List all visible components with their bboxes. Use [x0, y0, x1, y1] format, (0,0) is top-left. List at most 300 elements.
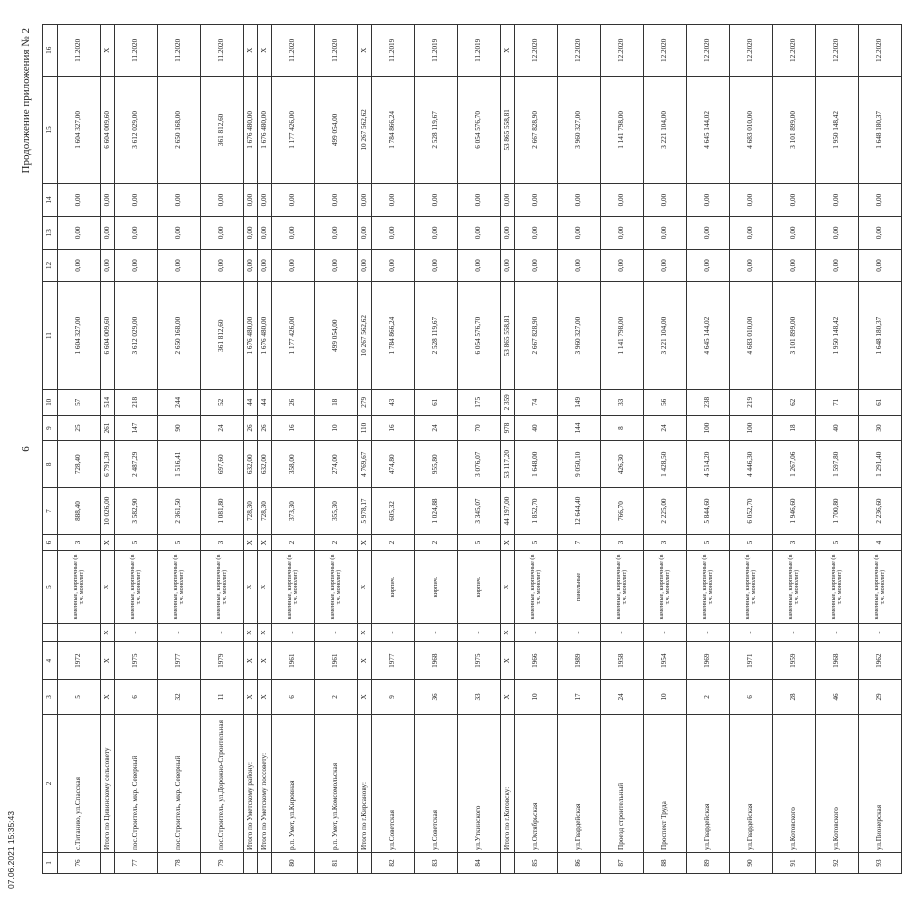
- table-cell: 2 236,60: [859, 488, 902, 535]
- table-cell: 74: [515, 389, 558, 415]
- table-cell: 18: [773, 415, 816, 441]
- table-cell: 2: [415, 534, 458, 550]
- table-cell: 355,30: [315, 488, 358, 535]
- table-row: [558, 25, 601, 874]
- table-cell: 12.2020: [773, 25, 816, 77]
- table-cell: X: [244, 534, 258, 550]
- table-cell: 4 645 144,02: [687, 282, 730, 390]
- table-cell: каменные, кирпичные (в т.ч. монолит): [601, 551, 644, 624]
- table-cell: 0,00: [458, 184, 501, 217]
- table-cell: [101, 852, 115, 873]
- table-cell: X: [244, 642, 258, 679]
- table-cell: 1971: [730, 642, 773, 679]
- header-cell: [43, 623, 58, 642]
- table-cell: 16: [372, 415, 415, 441]
- table-cell: 78: [158, 852, 201, 873]
- table-cell: 6 054 576,70: [458, 282, 501, 390]
- table-row: [315, 25, 358, 874]
- table-cell: 888,40: [58, 488, 101, 535]
- table-cell: 0,00: [201, 184, 244, 217]
- table-cell: 605,32: [372, 488, 415, 535]
- table-cell: 6 604 009,60: [101, 76, 115, 184]
- table-cell: -: [730, 623, 773, 642]
- table-cell: 12.2020: [644, 25, 687, 77]
- table-row: [201, 25, 244, 874]
- table-cell: 728,30: [258, 488, 272, 535]
- table-cell: ул.Гвардейская: [730, 714, 773, 852]
- footer-timestamp-text: 07.06.2021 15:35:43: [6, 811, 16, 889]
- table-cell: 10: [515, 679, 558, 714]
- table-cell: каменные, кирпичные (в т.ч. монолит): [687, 551, 730, 624]
- table-cell: 978: [501, 415, 515, 441]
- table-cell: 24: [415, 415, 458, 441]
- table-cell: 24: [644, 415, 687, 441]
- table-cell: 1 081,80: [201, 488, 244, 535]
- table-cell: 1966: [515, 642, 558, 679]
- table-cell: -: [644, 623, 687, 642]
- table-cell: каменные, кирпичные (в т.ч. монолит): [730, 551, 773, 624]
- table-cell: 3 221 104,00: [644, 282, 687, 390]
- table-cell: каменные, кирпичные (в т.ч. монолит): [515, 551, 558, 624]
- table-cell: 100: [730, 415, 773, 441]
- table-cell: 1 648 180,37: [859, 282, 902, 390]
- table-cell: -: [601, 623, 644, 642]
- table-cell: р.п. Умет, ул.Комсомольская: [315, 714, 358, 852]
- table-cell: 0,00: [730, 249, 773, 282]
- table-cell: 0,00: [859, 216, 902, 249]
- table-cell: 70: [458, 415, 501, 441]
- table-cell: 0,00: [515, 249, 558, 282]
- table-cell: 0,00: [515, 216, 558, 249]
- table-cell: 0,00: [644, 249, 687, 282]
- table-cell: 4 683 010,00: [730, 282, 773, 390]
- table-cell: 1 428,50: [644, 441, 687, 488]
- table-cell: X: [358, 534, 372, 550]
- table-cell: 0,00: [244, 249, 258, 282]
- table-cell: 1972: [58, 642, 101, 679]
- table-cell: 0,00: [372, 184, 415, 217]
- table-cell: Итого по г.Кирсанову:: [358, 714, 372, 852]
- table-cell: 0,00: [816, 184, 859, 217]
- table-cell: ул.Пионерская: [859, 714, 902, 852]
- table-cell: каменные, кирпичные (в т.ч. монолит): [272, 551, 315, 624]
- table-cell: 0,00: [773, 249, 816, 282]
- table-cell: 1 676 480,00: [244, 76, 258, 184]
- table-total-row: [244, 25, 258, 874]
- table-cell: 728,30: [244, 488, 258, 535]
- table-cell: ул.Гвардейская: [558, 714, 601, 852]
- table-cell: 3 076,07: [458, 441, 501, 488]
- table-cell: -: [816, 623, 859, 642]
- table-cell: 5: [730, 534, 773, 550]
- header-cell: 13: [43, 216, 58, 249]
- table-cell: 71: [816, 389, 859, 415]
- table-cell: X: [501, 551, 515, 624]
- table-cell: 1989: [558, 642, 601, 679]
- table-cell: [244, 852, 258, 873]
- table-cell: 30: [859, 415, 902, 441]
- table-cell: 57: [58, 389, 101, 415]
- table-cell: 0,00: [558, 249, 601, 282]
- table-cell: 1969: [687, 642, 730, 679]
- table-cell: X: [101, 551, 115, 624]
- table-cell: 0,00: [687, 216, 730, 249]
- table-cell: 1 648 180,37: [859, 76, 902, 184]
- table-cell: 26: [244, 415, 258, 441]
- table-cell: 53 117,20: [501, 441, 515, 488]
- table-cell: каменные, кирпичные (в т.ч. монолит): [201, 551, 244, 624]
- table-cell: X: [244, 623, 258, 642]
- table-cell: X: [358, 642, 372, 679]
- table-cell: [58, 623, 101, 642]
- table-cell: -: [201, 623, 244, 642]
- table-cell: -: [515, 623, 558, 642]
- table-cell: 6: [272, 679, 315, 714]
- table-cell: 5 844,60: [687, 488, 730, 535]
- table-cell: -: [315, 623, 358, 642]
- table-cell: 0,00: [601, 249, 644, 282]
- table-cell: 0,00: [315, 216, 358, 249]
- table-cell: 0,00: [315, 184, 358, 217]
- table-cell: 90: [730, 852, 773, 873]
- table-cell: 62: [773, 389, 816, 415]
- table-cell: пос.Строитель, ул.Дорожно-Строительная: [201, 714, 244, 852]
- table-cell: 12.2020: [816, 25, 859, 77]
- table-cell: 17: [558, 679, 601, 714]
- table-cell: 0,00: [773, 216, 816, 249]
- table-cell: 1977: [158, 642, 201, 679]
- table-cell: 0,00: [201, 249, 244, 282]
- table-cell: 11.2020: [115, 25, 158, 77]
- table-cell: 11.2019: [372, 25, 415, 77]
- rotated-content: [20, 24, 886, 874]
- table-cell: 1 177 426,00: [272, 282, 315, 390]
- table-cell: 1968: [415, 642, 458, 679]
- table-cell: 149: [558, 389, 601, 415]
- table-cell: ул.Советская: [415, 714, 458, 852]
- table-cell: X: [258, 679, 272, 714]
- table-cell: 40: [816, 415, 859, 441]
- table-cell: -: [272, 623, 315, 642]
- table-cell: 3 101 899,00: [773, 282, 816, 390]
- table-total-row: [501, 25, 515, 874]
- table-cell: 361 812,60: [201, 76, 244, 184]
- table-cell: 10: [644, 679, 687, 714]
- table-cell: 1 291,40: [859, 441, 902, 488]
- table-cell: X: [358, 551, 372, 624]
- table-total-row: [358, 25, 372, 874]
- table-cell: 1979: [201, 642, 244, 679]
- table-cell: 10: [315, 415, 358, 441]
- table-cell: 10 026,00: [101, 488, 115, 535]
- table-cell: 90: [158, 415, 201, 441]
- table-cell: 0,00: [501, 216, 515, 249]
- table-cell: X: [258, 642, 272, 679]
- table-cell: каменные, кирпичные (в т.ч. монолит): [115, 551, 158, 624]
- table-cell: 175: [458, 389, 501, 415]
- table-cell: 2 487,29: [115, 441, 158, 488]
- table-cell: 1 648,00: [515, 441, 558, 488]
- table-cell: 4 446,30: [730, 441, 773, 488]
- table-cell: 3 582,90: [115, 488, 158, 535]
- table-cell: Итого по Уметскому району:: [244, 714, 258, 852]
- table-cell: 1 267,06: [773, 441, 816, 488]
- table-cell: 3 345,07: [458, 488, 501, 535]
- header-cell: 12: [43, 249, 58, 282]
- table-cell: 1975: [115, 642, 158, 679]
- table-cell: 86: [558, 852, 601, 873]
- table-cell: ул.Уткинского: [458, 714, 501, 852]
- table-cell: 11.2020: [158, 25, 201, 77]
- table-cell: X: [501, 642, 515, 679]
- table-cell: ул.Октябрьская: [515, 714, 558, 852]
- table-cell: 0,00: [358, 216, 372, 249]
- header-cell: 2: [43, 714, 58, 852]
- table-cell: 361 812,60: [201, 282, 244, 390]
- table-cell: 11.2020: [315, 25, 358, 77]
- appendix-label: Продолжение приложения № 2: [20, 28, 32, 174]
- table-cell: 36: [415, 679, 458, 714]
- table-cell: X: [101, 25, 115, 77]
- table-cell: 32: [158, 679, 201, 714]
- table-cell: 766,70: [601, 488, 644, 535]
- table-cell: 12.2020: [515, 25, 558, 77]
- table-cell: ул.Котовского: [816, 714, 859, 852]
- table-row: [816, 25, 859, 874]
- table-cell: 0,00: [816, 216, 859, 249]
- table-cell: р.п. Умет, ул.Кировная: [272, 714, 315, 852]
- table-cell: 1 024,88: [415, 488, 458, 535]
- table-row: [773, 25, 816, 874]
- table-cell: 499 054,00: [315, 76, 358, 184]
- table-cell: 5: [687, 534, 730, 550]
- table-cell: 2 667 828,90: [515, 282, 558, 390]
- table-row: [644, 25, 687, 874]
- table-cell: 24: [201, 415, 244, 441]
- table-cell: 61: [415, 389, 458, 415]
- table-cell: каменные, кирпичные (в т.ч. монолит): [859, 551, 902, 624]
- table-cell: 44: [258, 389, 272, 415]
- table-cell: 85: [515, 852, 558, 873]
- table-cell: 10 267 562,62: [358, 76, 372, 184]
- table-cell: 2 650 168,00: [158, 282, 201, 390]
- table-cell: 5 978,17: [358, 488, 372, 535]
- header-cell: 10: [43, 389, 58, 415]
- table-cell: 10 267 562,62: [358, 282, 372, 390]
- table-cell: 274,00: [315, 441, 358, 488]
- table-cell: 0,00: [501, 249, 515, 282]
- table-cell: 80: [272, 852, 315, 873]
- table-cell: 0,00: [501, 184, 515, 217]
- page-header: [20, 24, 40, 874]
- table-cell: 1 604 327,00: [58, 282, 101, 390]
- table-cell: Итого по Уметскому поссовету:: [258, 714, 272, 852]
- table-cell: 218: [115, 389, 158, 415]
- table-cell: 0,00: [372, 216, 415, 249]
- table-cell: X: [101, 534, 115, 550]
- table-cell: 93: [859, 852, 902, 873]
- table-row: [158, 25, 201, 874]
- table-cell: 2: [687, 679, 730, 714]
- table-cell: 955,80: [415, 441, 458, 488]
- table-cell: 3: [601, 534, 644, 550]
- table-cell: 1962: [859, 642, 902, 679]
- table-cell: кирпич.: [458, 551, 501, 624]
- header-cell: 9: [43, 415, 58, 441]
- table-cell: 474,80: [372, 441, 415, 488]
- table-cell: 279: [358, 389, 372, 415]
- table-cell: 1954: [644, 642, 687, 679]
- table-cell: 2: [272, 534, 315, 550]
- table-cell: ул.Советская: [372, 714, 415, 852]
- header-cell: 8: [43, 441, 58, 488]
- table-cell: 3: [644, 534, 687, 550]
- table-cell: 9 050,10: [558, 441, 601, 488]
- table-cell: каменные, кирпичные (в т.ч. монолит): [644, 551, 687, 624]
- table-cell: 0,00: [687, 249, 730, 282]
- table-cell: 83: [415, 852, 458, 873]
- table-cell: 0,00: [158, 249, 201, 282]
- table-cell: каменные, кирпичные (в т.ч. монолит): [773, 551, 816, 624]
- table-cell: 1 141 798,00: [601, 76, 644, 184]
- table-cell: 0,00: [773, 184, 816, 217]
- table-cell: 26: [258, 415, 272, 441]
- table-cell: 244: [158, 389, 201, 415]
- table-cell: 61: [859, 389, 902, 415]
- table-cell: 1975: [458, 642, 501, 679]
- table-cell: 0,00: [315, 249, 358, 282]
- table-cell: -: [415, 623, 458, 642]
- table-cell: 0,00: [272, 184, 315, 217]
- table-cell: 0,00: [859, 184, 902, 217]
- table-cell: ул.Котовского: [773, 714, 816, 852]
- table-cell: 1 676 480,00: [258, 282, 272, 390]
- table-cell: 0,00: [58, 216, 101, 249]
- table-cell: X: [358, 623, 372, 642]
- table-cell: Итого по Цивинскому сельсовету: [101, 714, 115, 852]
- table-cell: 0,00: [115, 249, 158, 282]
- table-cell: 0,00: [101, 216, 115, 249]
- table-cell: 79: [201, 852, 244, 873]
- table-cell: 0,00: [358, 249, 372, 282]
- table-cell: X: [101, 642, 115, 679]
- table-cell: пос.Строитель, мкр. Северный: [158, 714, 201, 852]
- table-cell: каменные, кирпичные (в т.ч. монолит): [315, 551, 358, 624]
- table-cell: 0,00: [601, 216, 644, 249]
- table-cell: 0,00: [458, 249, 501, 282]
- table-cell: 81: [315, 852, 358, 873]
- table-cell: с.Титанию, ул.Спасская: [58, 714, 101, 852]
- table-cell: кирпич.: [415, 551, 458, 624]
- table-cell: -: [158, 623, 201, 642]
- table-cell: 1968: [816, 642, 859, 679]
- table-cell: X: [244, 679, 258, 714]
- table-row: [372, 25, 415, 874]
- table-cell: 2 650 168,00: [158, 76, 201, 184]
- table-cell: 44: [244, 389, 258, 415]
- table-cell: 0,00: [58, 249, 101, 282]
- table-cell: 0,00: [115, 184, 158, 217]
- table-cell: X: [258, 623, 272, 642]
- table-cell: 1 604 327,00: [58, 76, 101, 184]
- table-cell: 0,00: [415, 184, 458, 217]
- table-cell: 12.2020: [687, 25, 730, 77]
- table-cell: 77: [115, 852, 158, 873]
- table-cell: 3 960 327,00: [558, 76, 601, 184]
- table-cell: 0,00: [859, 249, 902, 282]
- table-cell: 0,00: [558, 216, 601, 249]
- table-cell: 0,00: [601, 184, 644, 217]
- table-cell: 87: [601, 852, 644, 873]
- table-cell: 2 361,50: [158, 488, 201, 535]
- table-cell: -: [558, 623, 601, 642]
- table-cell: 697,60: [201, 441, 244, 488]
- table-cell: 0,00: [415, 249, 458, 282]
- table-cell: 9: [372, 679, 415, 714]
- table-row: [415, 25, 458, 874]
- table-cell: [258, 852, 272, 873]
- table-cell: 3 960 327,00: [558, 282, 601, 390]
- table-cell: 6: [730, 679, 773, 714]
- table-cell: 100: [687, 415, 730, 441]
- table-cell: Итого по г.Котовску:: [501, 714, 515, 852]
- table-cell: 3: [201, 534, 244, 550]
- table-cell: 6 791,30: [101, 441, 115, 488]
- table-cell: 0,00: [244, 216, 258, 249]
- table-cell: X: [501, 623, 515, 642]
- table-cell: 2 359: [501, 389, 515, 415]
- table-cell: 5: [458, 534, 501, 550]
- table-cell: 1959: [773, 642, 816, 679]
- table-cell: 25: [58, 415, 101, 441]
- table-row: [859, 25, 902, 874]
- table-cell: 4: [859, 534, 902, 550]
- table-cell: 0,00: [201, 216, 244, 249]
- table-cell: -: [115, 623, 158, 642]
- table-cell: 5: [115, 534, 158, 550]
- table-cell: 2: [372, 534, 415, 550]
- table-cell: 110: [358, 415, 372, 441]
- table-cell: 18: [315, 389, 358, 415]
- table-cell: 4 514,20: [687, 441, 730, 488]
- table-cell: 1 177 426,00: [272, 76, 315, 184]
- table-cell: 53 865 558,81: [501, 76, 515, 184]
- table-cell: 0,00: [58, 184, 101, 217]
- table-cell: 1 950 148,42: [816, 76, 859, 184]
- table-cell: 5: [58, 679, 101, 714]
- table-cell: 92: [816, 852, 859, 873]
- table-cell: -: [773, 623, 816, 642]
- header-cell: 7: [43, 488, 58, 535]
- table-cell: 0,00: [458, 216, 501, 249]
- table-cell: 0,00: [687, 184, 730, 217]
- table-row: [58, 25, 101, 874]
- table-cell: 11.2019: [458, 25, 501, 77]
- table-cell: 3 612 029,00: [115, 282, 158, 390]
- table-cell: 219: [730, 389, 773, 415]
- table-cell: 514: [101, 389, 115, 415]
- table-cell: X: [258, 551, 272, 624]
- table-cell: 6 052,70: [730, 488, 773, 535]
- table-cell: 6: [115, 679, 158, 714]
- table-cell: кирпич.: [372, 551, 415, 624]
- header-cell: 15: [43, 76, 58, 184]
- table-cell: 5: [515, 534, 558, 550]
- table-cell: 1 597,80: [816, 441, 859, 488]
- table-cell: X: [244, 551, 258, 624]
- table-cell: 0,00: [272, 249, 315, 282]
- table-cell: 2 528 119,67: [415, 282, 458, 390]
